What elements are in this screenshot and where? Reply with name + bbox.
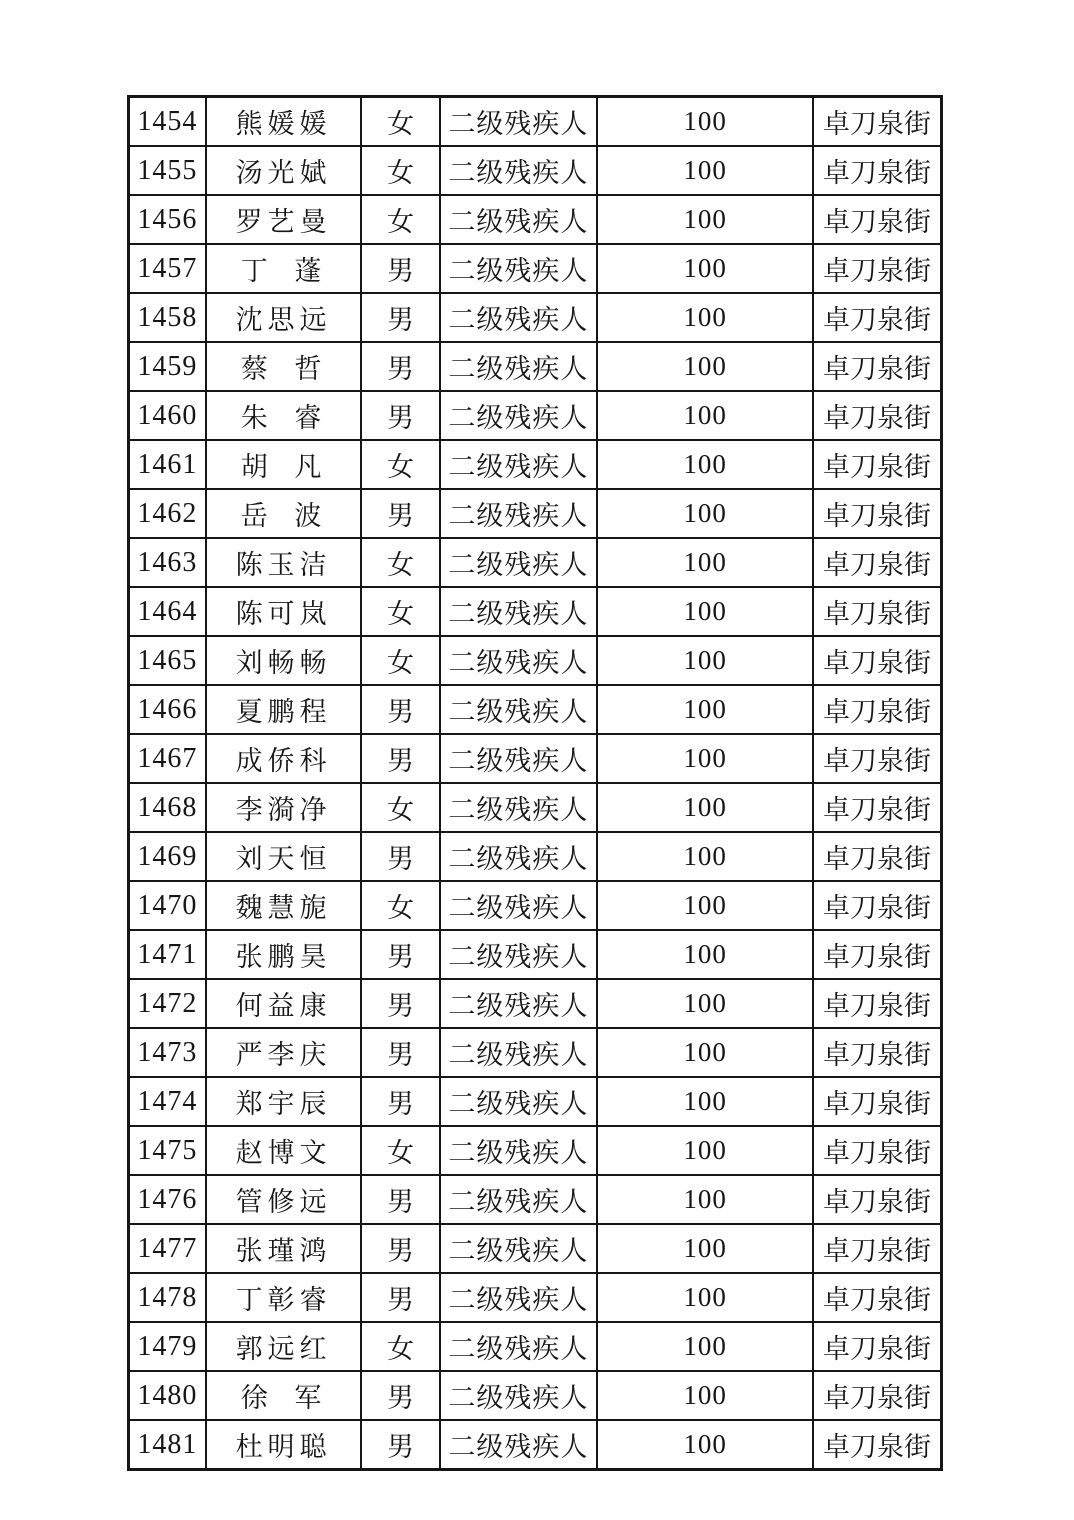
cell-serial: 1466 xyxy=(129,685,206,734)
cell-amount: 100 xyxy=(597,293,813,342)
cell-gender: 男 xyxy=(361,342,439,391)
cell-gender: 女 xyxy=(361,881,439,930)
table-row xyxy=(129,930,942,979)
cell-gender: 男 xyxy=(361,930,439,979)
cell-amount: 100 xyxy=(597,1420,813,1470)
cell-amount: 100 xyxy=(597,391,813,440)
cell-serial: 1454 xyxy=(129,97,206,147)
cell-category: 二级残疾人 xyxy=(440,636,598,685)
cell-serial: 1460 xyxy=(129,391,206,440)
cell-amount: 100 xyxy=(597,587,813,636)
cell-street: 卓刀泉街 xyxy=(813,734,942,783)
cell-amount: 100 xyxy=(597,195,813,244)
cell-name: 管修远 xyxy=(206,1175,362,1224)
cell-street: 卓刀泉街 xyxy=(813,1420,942,1470)
cell-category: 二级残疾人 xyxy=(440,1273,598,1322)
cell-name: 朱 睿 xyxy=(206,391,362,440)
table-body xyxy=(129,97,942,1470)
cell-gender: 男 xyxy=(361,489,439,538)
cell-amount: 100 xyxy=(597,1322,813,1371)
cell-amount: 100 xyxy=(597,734,813,783)
cell-amount: 100 xyxy=(597,538,813,587)
cell-category: 二级残疾人 xyxy=(440,146,598,195)
cell-street: 卓刀泉街 xyxy=(813,832,942,881)
cell-street: 卓刀泉街 xyxy=(813,440,942,489)
cell-name: 刘天恒 xyxy=(206,832,362,881)
cell-amount: 100 xyxy=(597,832,813,881)
table-row xyxy=(129,440,942,489)
cell-gender: 女 xyxy=(361,783,439,832)
table-row xyxy=(129,244,942,293)
cell-amount: 100 xyxy=(597,440,813,489)
cell-category: 二级残疾人 xyxy=(440,342,598,391)
cell-gender: 男 xyxy=(361,1028,439,1077)
cell-category: 二级残疾人 xyxy=(440,1420,598,1470)
cell-name: 杜明聪 xyxy=(206,1420,362,1470)
cell-amount: 100 xyxy=(597,342,813,391)
cell-street: 卓刀泉街 xyxy=(813,1371,942,1420)
cell-category: 二级残疾人 xyxy=(440,391,598,440)
cell-street: 卓刀泉街 xyxy=(813,979,942,1028)
cell-name: 夏鹏程 xyxy=(206,685,362,734)
cell-gender: 男 xyxy=(361,293,439,342)
cell-name: 沈思远 xyxy=(206,293,362,342)
cell-category: 二级残疾人 xyxy=(440,195,598,244)
cell-amount: 100 xyxy=(597,1371,813,1420)
cell-gender: 男 xyxy=(361,734,439,783)
table-row xyxy=(129,1371,942,1420)
cell-serial: 1458 xyxy=(129,293,206,342)
cell-serial: 1468 xyxy=(129,783,206,832)
table-row xyxy=(129,146,942,195)
cell-street: 卓刀泉街 xyxy=(813,538,942,587)
cell-gender: 男 xyxy=(361,979,439,1028)
cell-name: 严李庆 xyxy=(206,1028,362,1077)
cell-street: 卓刀泉街 xyxy=(813,636,942,685)
cell-amount: 100 xyxy=(597,1224,813,1273)
cell-serial: 1474 xyxy=(129,1077,206,1126)
cell-category: 二级残疾人 xyxy=(440,489,598,538)
cell-gender: 女 xyxy=(361,440,439,489)
cell-category: 二级残疾人 xyxy=(440,97,598,147)
cell-gender: 女 xyxy=(361,195,439,244)
cell-category: 二级残疾人 xyxy=(440,881,598,930)
cell-street: 卓刀泉街 xyxy=(813,587,942,636)
cell-serial: 1470 xyxy=(129,881,206,930)
cell-name: 郑宇辰 xyxy=(206,1077,362,1126)
cell-gender: 女 xyxy=(361,636,439,685)
cell-serial: 1471 xyxy=(129,930,206,979)
table-row xyxy=(129,783,942,832)
cell-amount: 100 xyxy=(597,1028,813,1077)
table-row xyxy=(129,1077,942,1126)
cell-name: 陈可岚 xyxy=(206,587,362,636)
cell-street: 卓刀泉街 xyxy=(813,685,942,734)
cell-name: 张鹏昊 xyxy=(206,930,362,979)
cell-gender: 女 xyxy=(361,1126,439,1175)
cell-street: 卓刀泉街 xyxy=(813,1175,942,1224)
cell-gender: 男 xyxy=(361,391,439,440)
table-row xyxy=(129,979,942,1028)
cell-name: 罗艺曼 xyxy=(206,195,362,244)
cell-street: 卓刀泉街 xyxy=(813,930,942,979)
cell-name: 张瑾鸿 xyxy=(206,1224,362,1273)
table-row xyxy=(129,636,942,685)
cell-amount: 100 xyxy=(597,636,813,685)
cell-serial: 1462 xyxy=(129,489,206,538)
table-row xyxy=(129,1028,942,1077)
cell-serial: 1463 xyxy=(129,538,206,587)
cell-category: 二级残疾人 xyxy=(440,783,598,832)
cell-gender: 男 xyxy=(361,685,439,734)
cell-amount: 100 xyxy=(597,685,813,734)
cell-gender: 女 xyxy=(361,146,439,195)
cell-gender: 男 xyxy=(361,1175,439,1224)
cell-gender: 女 xyxy=(361,587,439,636)
cell-amount: 100 xyxy=(597,97,813,147)
cell-category: 二级残疾人 xyxy=(440,587,598,636)
cell-serial: 1480 xyxy=(129,1371,206,1420)
cell-street: 卓刀泉街 xyxy=(813,293,942,342)
table-row xyxy=(129,195,942,244)
cell-street: 卓刀泉街 xyxy=(813,97,942,147)
cell-serial: 1476 xyxy=(129,1175,206,1224)
cell-serial: 1457 xyxy=(129,244,206,293)
cell-street: 卓刀泉街 xyxy=(813,1224,942,1273)
cell-serial: 1469 xyxy=(129,832,206,881)
cell-serial: 1465 xyxy=(129,636,206,685)
cell-street: 卓刀泉街 xyxy=(813,1028,942,1077)
cell-name: 胡 凡 xyxy=(206,440,362,489)
table-row xyxy=(129,832,942,881)
cell-name: 魏慧旎 xyxy=(206,881,362,930)
cell-serial: 1477 xyxy=(129,1224,206,1273)
cell-category: 二级残疾人 xyxy=(440,1175,598,1224)
cell-serial: 1456 xyxy=(129,195,206,244)
cell-name: 汤光娬 xyxy=(206,146,362,195)
cell-gender: 男 xyxy=(361,1077,439,1126)
cell-name: 郭远红 xyxy=(206,1322,362,1371)
cell-name: 丁 蓬 xyxy=(206,244,362,293)
cell-category: 二级残疾人 xyxy=(440,1224,598,1273)
cell-category: 二级残疾人 xyxy=(440,440,598,489)
cell-street: 卓刀泉街 xyxy=(813,146,942,195)
cell-name: 蔡 哲 xyxy=(206,342,362,391)
cell-name: 李漪净 xyxy=(206,783,362,832)
cell-gender: 男 xyxy=(361,1273,439,1322)
cell-serial: 1459 xyxy=(129,342,206,391)
cell-serial: 1467 xyxy=(129,734,206,783)
cell-category: 二级残疾人 xyxy=(440,685,598,734)
cell-serial: 1472 xyxy=(129,979,206,1028)
cell-serial: 1455 xyxy=(129,146,206,195)
table-row xyxy=(129,391,942,440)
cell-gender: 男 xyxy=(361,1420,439,1470)
cell-category: 二级残疾人 xyxy=(440,734,598,783)
cell-serial: 1461 xyxy=(129,440,206,489)
cell-category: 二级残疾人 xyxy=(440,538,598,587)
cell-category: 二级残疾人 xyxy=(440,1126,598,1175)
cell-amount: 100 xyxy=(597,881,813,930)
cell-category: 二级残疾人 xyxy=(440,832,598,881)
cell-street: 卓刀泉街 xyxy=(813,1322,942,1371)
cell-category: 二级残疾人 xyxy=(440,1028,598,1077)
table-row xyxy=(129,1175,942,1224)
cell-amount: 100 xyxy=(597,1273,813,1322)
cell-name: 刘畅畅 xyxy=(206,636,362,685)
table-row xyxy=(129,293,942,342)
cell-name: 赵博文 xyxy=(206,1126,362,1175)
cell-street: 卓刀泉街 xyxy=(813,783,942,832)
table-row xyxy=(129,587,942,636)
cell-name: 徐 军 xyxy=(206,1371,362,1420)
table-row xyxy=(129,489,942,538)
table-row xyxy=(129,538,942,587)
cell-serial: 1478 xyxy=(129,1273,206,1322)
table-row xyxy=(129,685,942,734)
cell-gender: 男 xyxy=(361,1371,439,1420)
cell-category: 二级残疾人 xyxy=(440,979,598,1028)
cell-serial: 1475 xyxy=(129,1126,206,1175)
cell-amount: 100 xyxy=(597,930,813,979)
table-row xyxy=(129,342,942,391)
cell-street: 卓刀泉街 xyxy=(813,195,942,244)
cell-gender: 女 xyxy=(361,1322,439,1371)
cell-street: 卓刀泉街 xyxy=(813,1077,942,1126)
cell-category: 二级残疾人 xyxy=(440,244,598,293)
cell-street: 卓刀泉街 xyxy=(813,391,942,440)
table-row xyxy=(129,1126,942,1175)
cell-street: 卓刀泉街 xyxy=(813,244,942,293)
cell-amount: 100 xyxy=(597,489,813,538)
table-row xyxy=(129,1322,942,1371)
table-row xyxy=(129,1273,942,1322)
cell-street: 卓刀泉街 xyxy=(813,342,942,391)
table-row xyxy=(129,1420,942,1470)
cell-gender: 女 xyxy=(361,538,439,587)
cell-serial: 1464 xyxy=(129,587,206,636)
cell-name: 岳 波 xyxy=(206,489,362,538)
cell-street: 卓刀泉街 xyxy=(813,881,942,930)
cell-amount: 100 xyxy=(597,1175,813,1224)
cell-amount: 100 xyxy=(597,244,813,293)
cell-amount: 100 xyxy=(597,1126,813,1175)
cell-street: 卓刀泉街 xyxy=(813,489,942,538)
cell-gender: 女 xyxy=(361,97,439,147)
cell-amount: 100 xyxy=(597,783,813,832)
cell-amount: 100 xyxy=(597,979,813,1028)
cell-gender: 男 xyxy=(361,1224,439,1273)
cell-name: 丁彰睿 xyxy=(206,1273,362,1322)
cell-amount: 100 xyxy=(597,146,813,195)
table-row xyxy=(129,97,942,147)
cell-category: 二级残疾人 xyxy=(440,930,598,979)
cell-amount: 100 xyxy=(597,1077,813,1126)
table-row xyxy=(129,1224,942,1273)
cell-category: 二级残疾人 xyxy=(440,1077,598,1126)
cell-serial: 1481 xyxy=(129,1420,206,1470)
cell-gender: 男 xyxy=(361,244,439,293)
cell-category: 二级残疾人 xyxy=(440,1371,598,1420)
cell-street: 卓刀泉街 xyxy=(813,1273,942,1322)
cell-street: 卓刀泉街 xyxy=(813,1126,942,1175)
cell-name: 熊媛媛 xyxy=(206,97,362,147)
cell-serial: 1479 xyxy=(129,1322,206,1371)
table-row xyxy=(129,734,942,783)
cell-name: 何益康 xyxy=(206,979,362,1028)
beneficiary-table xyxy=(127,95,943,1471)
cell-name: 成侨科 xyxy=(206,734,362,783)
cell-gender: 男 xyxy=(361,832,439,881)
cell-name: 陈玉洁 xyxy=(206,538,362,587)
cell-category: 二级残疾人 xyxy=(440,1322,598,1371)
table-row xyxy=(129,881,942,930)
cell-serial: 1473 xyxy=(129,1028,206,1077)
cell-category: 二级残疾人 xyxy=(440,293,598,342)
